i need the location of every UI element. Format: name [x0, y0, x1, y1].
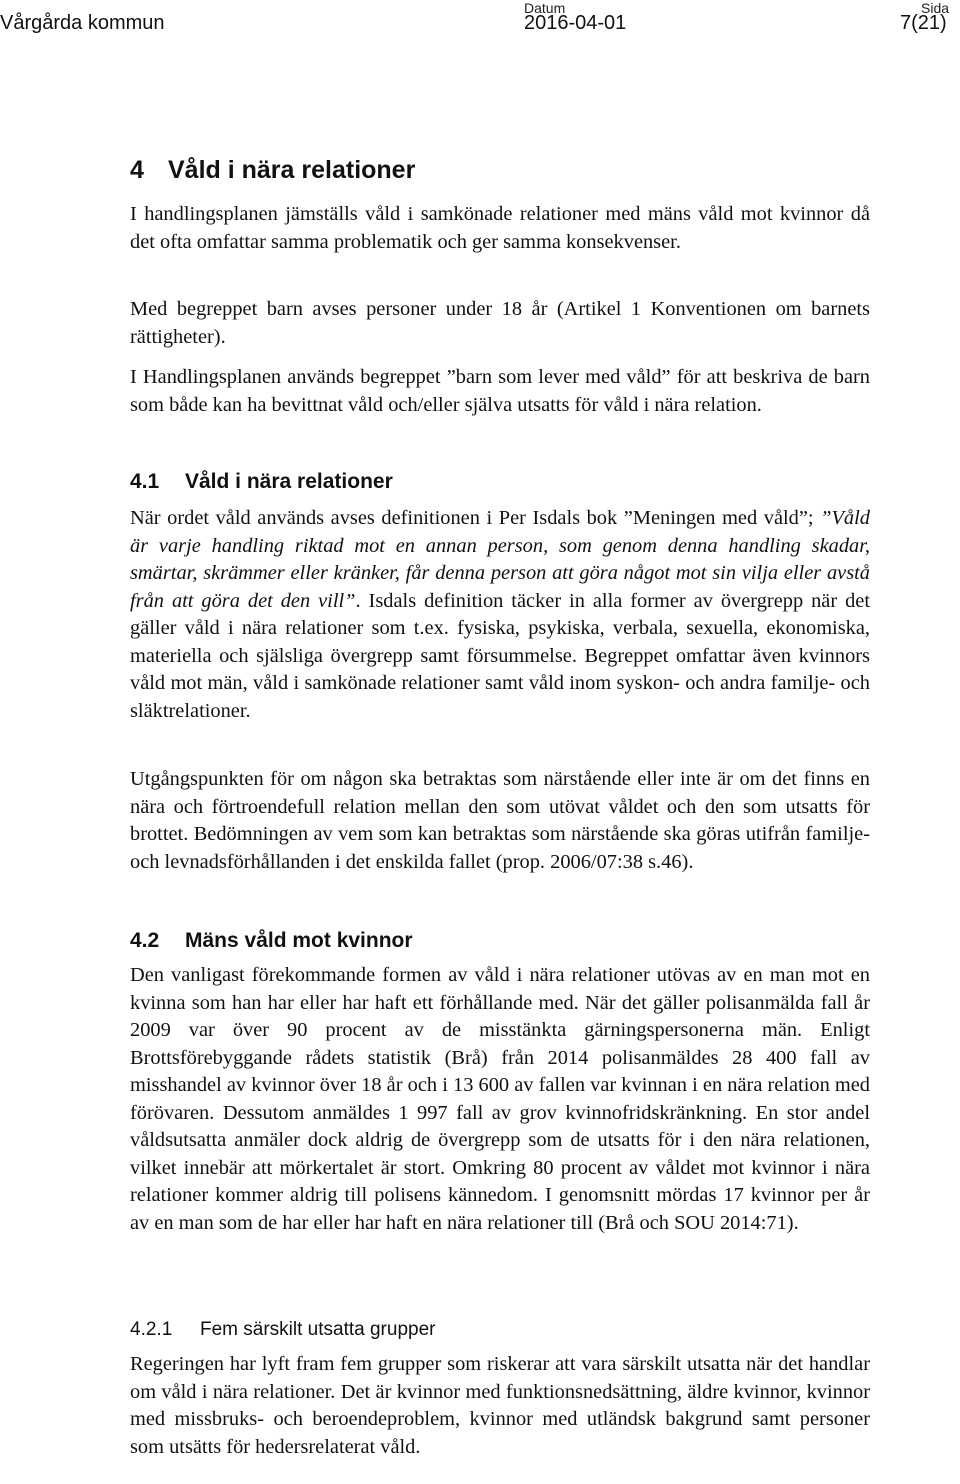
definition-paragraph	[130, 505, 870, 725]
section-4-2-heading	[130, 929, 870, 953]
section-title: Mäns våld mot kvinnor	[185, 929, 413, 952]
paragraph: I Handlingsplanen används begreppet ”barn som lever med våld” för att beskriva de barn som både kan ha bevittnat våld och/eller själva utsatts för våld i nära relation.	[130, 366, 870, 416]
section-number: 4.1	[130, 470, 160, 493]
paragraph: Utgångspunkten för om någon ska betraktas som närstående eller inte är om det finns en nära och förtroendefull relation mellan den som utövat våldet och den som utsatts för brottet. Bedömningen av vem som kan betraktas som närstående ska göras utifrån familje- och levnadsförhållanden i det enskilda fallet (prop. 2006/07:38 s.46).	[130, 768, 870, 873]
section-title: Våld i nära relationer	[185, 470, 393, 493]
section-4-2-1-heading	[130, 1319, 870, 1341]
definition-rest: . Isdals definition täcker in alla former av övergrepp när det gäller våld i nära relationer som t.ex. fysiska, psykiska, verbala, sexuella, ekonomiska, materiella och själsliga övergrepp samt försummelse. Begreppet omfattar även kvinnors våld mot män, våld i samkönade relationer samt våld inom syskon- och andra familje- och släktrelationer.	[130, 589, 870, 722]
definition-intro: När ordet våld används avses definitionen i Per Isdals bok ”Meningen med våld”;	[130, 507, 821, 529]
section-number: 4	[130, 156, 144, 184]
header-organization: Vårgårda kommun	[0, 12, 165, 34]
header-page-label: Sida	[921, 0, 950, 16]
definition-quote: ”Våld är varje handling riktad mot en annan person, som genom denna handling skadar, smärtar, skrämmer eller kränker, får denna person att göra något mot sin vilja eller avstå från att göra det den vill”	[130, 507, 870, 612]
header-page-number: 7(21)	[900, 12, 947, 34]
header-date: 2016-04-01	[524, 12, 627, 34]
section-number: 4.2	[130, 929, 160, 952]
paragraph: I handlingsplanen jämställs våld i samkönade relationer med mäns våld mot kvinnor då det ofta omfattar samma problematik och ger samma konsekvenser.	[130, 203, 870, 253]
paragraph: Den vanligast förekommande formen av våld i nära relationer utövas av en man mot en kvinna som han har eller har haft ett förhållande med. När det gäller polisanmälda fall år 2009 var över 90 procent av de misstänkta gärningspersonerna män. Enligt Brottsförebyggande rådets statistik (Brå) från 2014 polisanmäldes 28 400 fall av misshandel av kvinnor över 18 år och i 13 600 av fallen var kvinnan i en nära relation med förövaren. Dessutom anmäldes 1 997 fall av grov kvinnofridskränkning. En stor andel våldsutsatta anmäler dock aldrig de övergrepp som de utsatts för i den nära relationen, vilket innebär att mörkertalet är stort. Omkring 80 procent av våldet mot kvinnor i nära relationer kommer aldrig till polisens kännedom. I genomsnitt mördas 17 kvinnor per år av en man som de har eller har haft en nära relationer till (Brå och SOU 2014:71).	[130, 964, 870, 1234]
header-date-label: Datum	[524, 0, 566, 16]
section-4-1-heading	[130, 470, 870, 494]
paragraph: Regeringen har lyft fram fem grupper som riskerar att vara särskilt utsatta när det handlar om våld i nära relationer. Det är kvinnor med funktionsnedsättning, äldre kvinnor, kvinnor med missbruks- och beroendeproblem, kvinnor med utländsk bakgrund samt personer som utsätts för hedersrelaterat våld.	[130, 1353, 870, 1458]
section-title: Fem särskilt utsatta grupper	[200, 1319, 436, 1340]
section-4-heading	[130, 156, 870, 185]
paragraph: Med begreppet barn avses personer under 18 år (Artikel 1 Konventionen om barnets rättigheter).	[130, 298, 870, 348]
section-title: Våld i nära relationer	[168, 156, 416, 184]
section-number: 4.2.1	[130, 1319, 173, 1340]
